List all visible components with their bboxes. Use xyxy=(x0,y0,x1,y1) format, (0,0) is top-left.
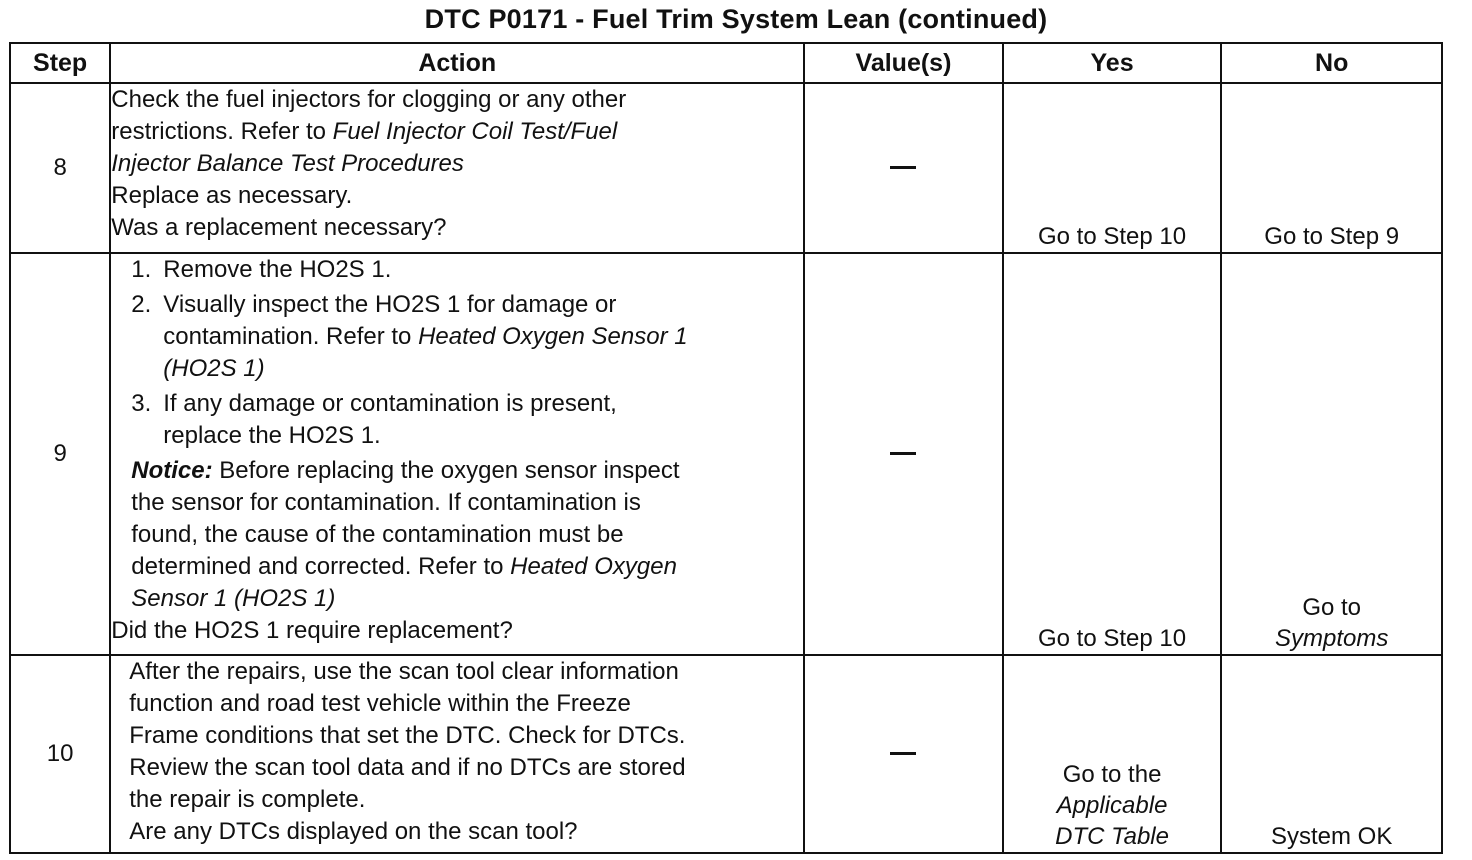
action-text: Review the scan tool data and if no DTCs are stored xyxy=(129,754,686,781)
step-number: 10 xyxy=(10,655,110,853)
no-cell xyxy=(1221,253,1442,655)
table-header-row xyxy=(10,43,1442,83)
table-row-step-8 xyxy=(10,83,1442,253)
yes-cell xyxy=(1003,655,1222,853)
procedure-reference: Injector Balance Test Procedures xyxy=(111,150,464,177)
notice-label: Notice: xyxy=(131,457,213,484)
procedure-item: 1. Remove the HO2S 1. xyxy=(131,256,392,283)
step-number: 9 xyxy=(10,253,110,655)
document-title: DTC P0171 - Fuel Trim System Lean (continued) xyxy=(424,4,1048,34)
yes-result: Go to Step 10 xyxy=(1038,625,1187,652)
procedure-reference: (HO2S 1) xyxy=(163,355,265,382)
action-cell xyxy=(110,655,804,853)
no-cell xyxy=(1221,83,1442,253)
no-cell xyxy=(1221,655,1442,853)
column-header-no: No xyxy=(1221,43,1442,83)
procedure-reference: Heated Oxygen xyxy=(510,553,677,580)
no-result: Go to Step 9 xyxy=(1264,223,1400,250)
yes-result-reference: Applicable xyxy=(1056,792,1168,819)
action-text: function and road test vehicle within the Freeze xyxy=(129,690,631,717)
action-question: Are any DTCs displayed on the scan tool? xyxy=(129,818,578,845)
table-row-step-9 xyxy=(10,253,1442,655)
value-cell xyxy=(804,253,1003,655)
yes-result: Go to the xyxy=(1062,761,1162,788)
action-cell xyxy=(110,253,804,655)
yes-cell xyxy=(1003,83,1222,253)
procedure-list xyxy=(111,254,803,452)
yes-cell xyxy=(1003,253,1222,655)
dash-value xyxy=(890,752,916,755)
procedure-reference: Sensor 1 (HO2S 1) xyxy=(131,585,336,612)
action-text: Check the fuel injectors for clogging or any other xyxy=(111,86,627,113)
procedure-item: 2. Visually inspect the HO2S 1 for damage or contamination. Refer to Heated Oxygen Sensor 1 (HO2S 1) xyxy=(111,289,803,385)
action-text: After the repairs, use the scan tool clear information xyxy=(129,658,679,685)
action-text: restrictions. Refer to Fuel Injector Coil Test/Fuel xyxy=(111,118,618,145)
procedure-reference: Heated Oxygen Sensor 1 xyxy=(418,323,688,350)
notice-block: Notice: Before replacing the oxygen sensor inspect the sensor for contamination. If contamination is found, the cause of the contamination must be determined and corrected. Refer to Heated Oxygen Sensor 1 (HO2S 1) xyxy=(111,455,803,615)
action-text: the repair is complete. xyxy=(129,786,366,813)
action-question: Was a replacement necessary? xyxy=(111,214,447,241)
column-header-step: Step xyxy=(10,43,110,83)
value-cell xyxy=(804,83,1003,253)
dash-value xyxy=(890,166,916,169)
no-result: Go to xyxy=(1302,594,1362,621)
action-question: Did the HO2S 1 require replacement? xyxy=(111,617,513,644)
yes-result: Go to Step 10 xyxy=(1038,223,1187,250)
procedure-reference: Fuel Injector Coil Test/Fuel xyxy=(332,118,618,145)
action-cell xyxy=(110,83,804,253)
dash-value xyxy=(890,452,916,455)
step-number: 8 xyxy=(10,83,110,253)
action-text: Replace as necessary. xyxy=(111,182,353,209)
column-header-yes: Yes xyxy=(1003,43,1222,83)
procedure-item: 3. If any damage or contamination is present, replace the HO2S 1. xyxy=(131,390,617,449)
column-header-values: Value(s) xyxy=(804,43,1003,83)
yes-result-reference: DTC Table xyxy=(1055,823,1169,850)
no-result-reference: Symptoms xyxy=(1275,625,1389,652)
table-row-step-10 xyxy=(10,655,1442,853)
no-result: System OK xyxy=(1271,823,1393,850)
diagnostic-table xyxy=(9,42,1443,854)
value-cell xyxy=(804,655,1003,853)
action-text: Frame conditions that set the DTC. Check for DTCs. xyxy=(129,722,686,749)
column-header-action: Action xyxy=(110,43,804,83)
